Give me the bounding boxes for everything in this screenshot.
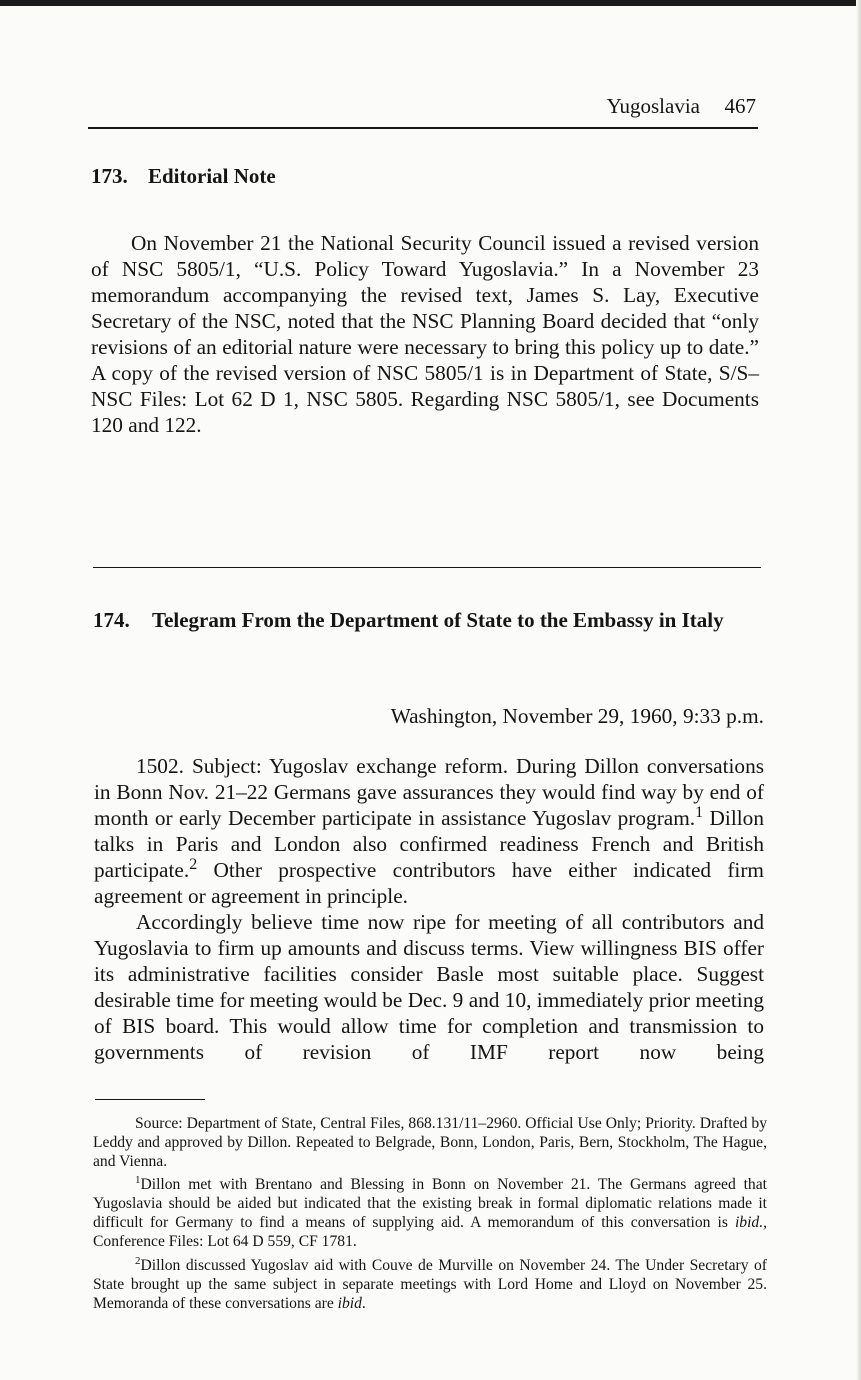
para1-text-b: Dillon talks in Paris and London also confirmed readiness French and British participate. <box>94 806 764 882</box>
running-title: Yugoslavia <box>606 94 700 118</box>
para1-text-c: Other prospective contributors have either indicated firm agreement or agreement in principle. <box>94 858 764 908</box>
doc-174-paragraph-2: Accordingly believe time now ripe for meeting of all contributors and Yugoslavia to firm up amounts and discuss terms. View willingness BIS offer its administrative facilities consider Basle most suitable place. Suggest desirable time for meeting would be Dec. 9 and 10, immediately prior meeting of BIS board. This would allow time for completion and transmission to governments of revision of IMF report now being <box>94 910 764 1064</box>
para1-text-a: 1502. Subject: Yugoslav exchange reform. During Dillon conversations in Bonn Nov. 21–22 Germans gave assurances they would find way by end of month or early December participate in assistance Yugoslav program. <box>94 754 764 830</box>
running-header <box>88 93 758 129</box>
footnote-2-text-a: Dillon discussed Yugoslav aid with Couve de Murville on November 24. The Under Secretary of State brought up the same subject in separate meetings with Lord Home and Lloyd on November 25. Memoranda of these conversations are <box>93 1257 767 1312</box>
footnote-source: Source: Department of State, Central Files, 868.131/11–2960. Official Use Only; Priority. Drafted by Leddy and approved by Dillon. Repeated to Belgrade, Bonn, London, Paris, Bern, Stockholm, The Hague, and Vienna. <box>93 1115 767 1170</box>
dateline: Washington, November 29, 1960, 9:33 p.m. <box>390 704 764 728</box>
footnote-separator <box>95 1099 205 1100</box>
footnote-2-text-b: . <box>361 1295 366 1312</box>
footnote-2 <box>93 1256 767 1313</box>
page-number: 467 <box>724 94 756 118</box>
doc-173-title: Editorial Note <box>148 164 276 188</box>
footnote-1-text-a: Dillon met with Brentano and Blessing in Bonn on November 21. The Germans agreed that Yugoslavia should be aided but indicated that the existing break in formal diplomatic relations made it difficult for Germany to find a means of supplying aid. A memorandum of this conversation is <box>93 1176 767 1231</box>
footnote-1 <box>93 1175 767 1251</box>
doc-173-number: 173. <box>91 164 128 188</box>
footnote-1-text-b: Conference Files: Lot 64 D 559, CF 1781. <box>93 1233 357 1250</box>
doc-174-paragraph-1 <box>94 753 764 909</box>
doc-174-title: Telegram From the Department of State to the Embassy in Italy <box>152 608 724 632</box>
footnote-2-mark: 2 <box>135 1254 141 1267</box>
footnote-ref-1: 1 <box>695 803 704 821</box>
doc-173-heading <box>91 162 761 192</box>
section-divider <box>93 567 761 568</box>
doc-173-paragraph: On November 21 the National Security Council issued a revised version of NSC 5805/1, “U.S. Policy Toward Yugoslavia.” In a November 23 memorandum accompanying the revised text, James S. Lay, Executive Secretary of the NSC, noted that the NSC Planning Board decided that “only revisions of an editorial nature were necessary to bring this policy up to date.” A copy of the revised version of NSC 5805/1 is in Department of State, S/S–NSC Files: Lot 62 D 1, NSC 5805. Regarding NSC 5805/1, see Documents 120 and 122. <box>91 231 759 437</box>
doc-174-number: 174. <box>93 608 130 632</box>
footnote-ref-2: 2 <box>189 855 198 873</box>
footnote-2-ibid: ibid <box>337 1295 362 1312</box>
footnote-1-mark: 1 <box>135 1173 141 1186</box>
scan-top-edge <box>0 0 861 6</box>
scan-right-edge <box>856 0 861 1380</box>
footnote-1-ibid: ibid., <box>734 1214 767 1231</box>
doc-174-heading <box>93 606 763 666</box>
